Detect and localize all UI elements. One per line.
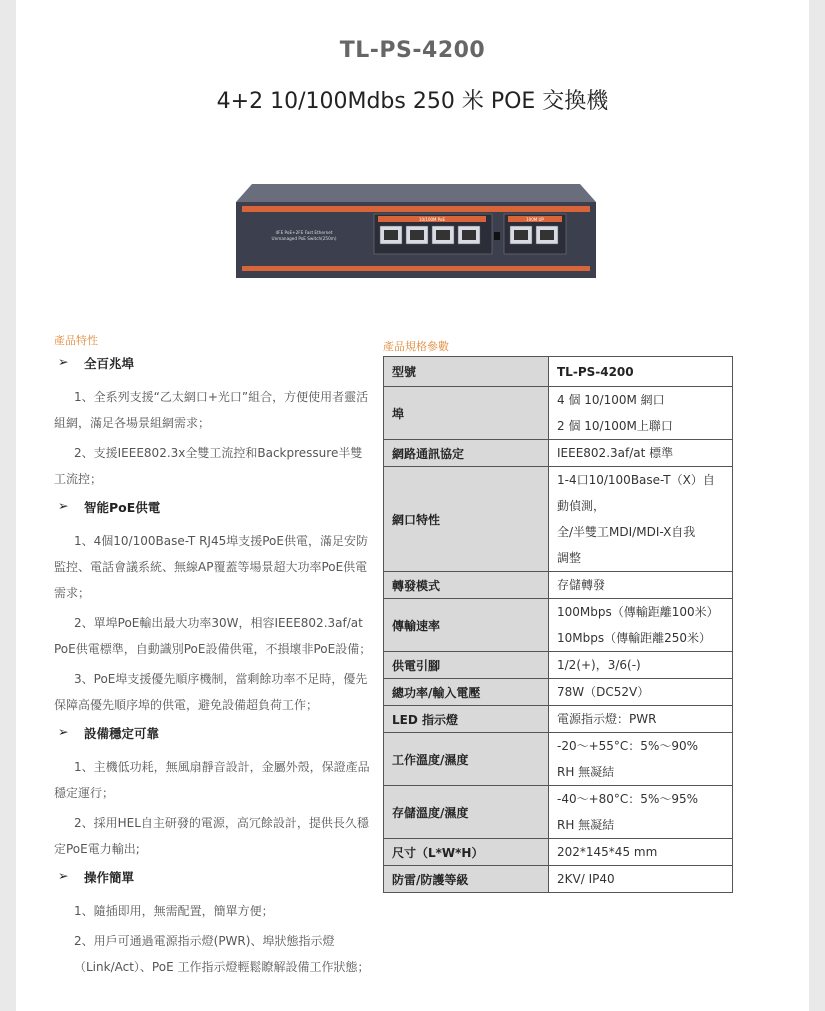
- spec-value: 1-4口10/100Base-T（X）自 動偵測， 全/半雙工MDI/MDI-X自我 調整: [549, 467, 733, 572]
- device-top-label: 10/100M PoE: [418, 217, 446, 222]
- spec-value: 202*145*45 mm: [549, 839, 733, 866]
- spec-value: -20～+55°C：5%～90% RH 無凝結: [549, 733, 733, 786]
- feature-heading: ➢ 操作簡單: [58, 868, 135, 885]
- spec-value: 78W（DC52V）: [549, 679, 733, 706]
- arrow-bullet-icon: ➢: [58, 868, 69, 883]
- product-subtitle: 4+2 10/100Mdbs 250 米 POE 交換機: [216, 89, 609, 114]
- device-uplink-label: 100M UP: [526, 217, 544, 222]
- table-row: [384, 440, 733, 467]
- features-section: [54, 332, 374, 984]
- spec-value: IEEE802.3af/at 標準: [549, 440, 733, 467]
- table-row: [384, 357, 733, 387]
- table-row: [384, 652, 733, 679]
- spec-value: 電源指示燈：PWR: [549, 706, 733, 733]
- feature-heading: ➢ 設備穩定可靠: [58, 724, 160, 741]
- table-row: [384, 679, 733, 706]
- spec-key: 型號: [384, 357, 549, 387]
- spec-key: 網口特性: [384, 467, 549, 572]
- product-title: TL-PS-4200: [339, 38, 486, 63]
- spec-key: 供電引腳: [384, 652, 549, 679]
- arrow-bullet-icon: ➢: [58, 724, 69, 739]
- spec-key: 防雷/防護等級: [384, 866, 549, 893]
- feature-paragraph: 1、隨插即用，無需配置，簡單方便；: [74, 904, 274, 918]
- feature-paragraph: 1、全系列支援“乙太網口+光口”組合，方便使用者靈活組網，滿足各場景組網需求；: [54, 390, 369, 430]
- feature-paragraph: 1、主機低功耗，無風扇靜音設計，金屬外殼，保證產品穩定運行；: [54, 760, 370, 800]
- table-row: [384, 599, 733, 652]
- spec-value: TL-PS-4200: [549, 357, 733, 387]
- spec-key: 傳輸速率: [384, 599, 549, 652]
- feature-paragraph: 2、用戶可通過電源指示燈(PWR)、埠狀態指示燈（Link/Act）、PoE 工作指示燈輕鬆瞭解設備工作狀態；: [74, 934, 370, 974]
- spec-value: 4 個 10/100M 網口 2 個 10/100M上聯口: [549, 387, 733, 440]
- spec-label: 產品規格參數: [383, 340, 449, 353]
- feature-paragraph: 2、單埠PoE輸出最大功率30W，相容IEEE802.3af/at PoE供電標準，自動識別PoE設備供電，不損壞非PoE設備；: [54, 616, 372, 656]
- spec-key: 尺寸（L*W*H）: [384, 839, 549, 866]
- document-page: [16, 0, 809, 1011]
- spec-value: 存儲轉發: [549, 572, 733, 599]
- feature-paragraph: 2、支援IEEE802.3x全雙工流控和Backpressure半雙工流控；: [54, 446, 363, 486]
- spec-key: LED 指示燈: [384, 706, 549, 733]
- spec-key: 存儲溫度/濕度: [384, 786, 549, 839]
- spec-key: 埠: [384, 387, 549, 440]
- table-row: [384, 467, 733, 572]
- arrow-bullet-icon: ➢: [58, 498, 69, 513]
- features-label: 產品特性: [54, 334, 98, 347]
- table-row: [384, 866, 733, 893]
- table-row: [384, 572, 733, 599]
- table-row: [384, 733, 733, 786]
- spec-value: 1/2(+)，3/6(-): [549, 652, 733, 679]
- device-front-text-1: 4FE PoE+2FE Fast Ethernet: [275, 230, 333, 235]
- feature-heading: ➢ 智能PoE供電: [58, 498, 161, 515]
- feature-paragraph: 2、採用HEL自主研發的電源，高冗餘設計，提供長久穩定PoE電力輸出;: [54, 816, 369, 856]
- spec-key: 總功率/輸入電壓: [384, 679, 549, 706]
- table-row: [384, 706, 733, 733]
- spec-value: 100Mbps（傳輸距離100米） 10Mbps（傳輸距離250米）: [549, 599, 733, 652]
- table-row: [384, 786, 733, 839]
- feature-paragraph: 1、4個10/100Base-T RJ45埠支援PoE供電，滿足安防監控、電話會議系統、無線AP覆蓋等場景超大功率PoE供電需求；: [54, 534, 368, 600]
- spec-value: -40～+80°C：5%～95% RH 無凝結: [549, 786, 733, 839]
- device-front-text-2: Unmanaged PoE Switch(250m): [271, 236, 337, 241]
- spec-key: 轉發模式: [384, 572, 549, 599]
- feature-paragraph: 3、PoE埠支援優先順序機制，當剩餘功率不足時，優先保障高優先順序埠的供電，避免設備超負荷工作；: [54, 672, 368, 712]
- spec-key: 網路通訊協定: [384, 440, 549, 467]
- poe-switch-image: [234, 180, 598, 280]
- spec-table: [383, 356, 733, 893]
- arrow-bullet-icon: ➢: [58, 354, 69, 369]
- spec-key: 工作溫度/濕度: [384, 733, 549, 786]
- spec-value: 2KV/ IP40: [549, 866, 733, 893]
- feature-heading: ➢ 全百兆埠: [58, 354, 135, 371]
- table-row: [384, 387, 733, 440]
- table-row: [384, 839, 733, 866]
